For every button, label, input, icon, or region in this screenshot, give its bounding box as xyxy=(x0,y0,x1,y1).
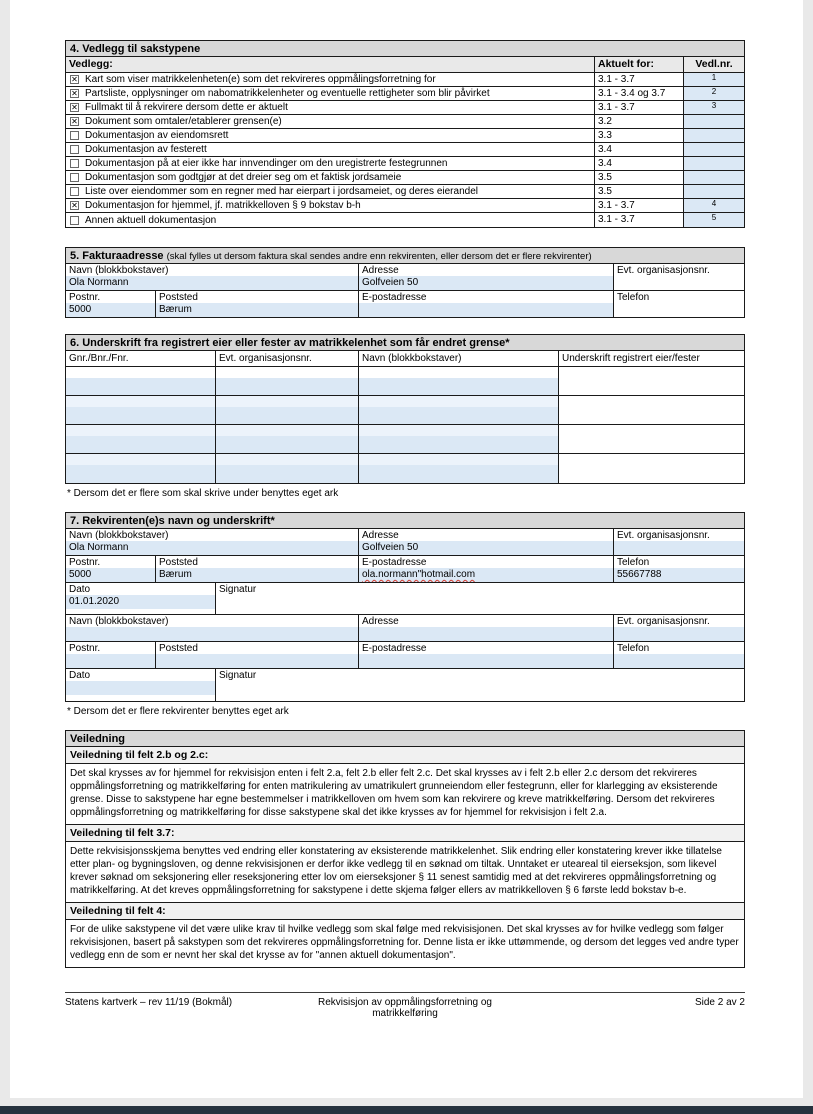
section-6-title: 6. Underskrift fra registrert eier eller fester av matrikkelenhet som får endret grense* xyxy=(66,335,744,351)
invoice-postnr-field[interactable]: 5000 xyxy=(66,303,155,317)
attachment-row xyxy=(66,87,744,101)
underskrift-area xyxy=(559,425,744,453)
underskrift-area xyxy=(559,367,744,395)
invoice-epost-label: E-postadresse xyxy=(362,292,427,303)
invoice-telefon-field[interactable] xyxy=(614,303,744,317)
attachment-vedlnr-field[interactable] xyxy=(683,185,744,198)
requester-telefon-label: Telefon xyxy=(617,643,650,654)
attachment-vedlnr-field[interactable]: 3 xyxy=(683,101,744,114)
veiledning-paragraph: Det skal krysses av for hjemmel for rekvisisjon enten i felt 2.a, felt 2.b eller felt 2.c. Det skal krysses av i felt 2.b eller 2.c dersom det rekvireres oppmålingsforretning og matrikkelføring for enten matrikulering av umatrikulert grunneiendom eller festegrunn, eller for klarlegging av eksisterende grense. Disse to sakstypene har egne bestemmelser i matrikkelloven om hvem som kan rekvirere og kreve matrikkelføring. Dersom det rekvireres oppmålingsforretning og matrikkelføring for disse sakstypene skal det ikke krysses av for hjemmel for rekvisisjon i felt 2.a. xyxy=(70,768,718,818)
attachment-vedlnr-field[interactable] xyxy=(683,171,744,184)
attachment-label: Liste over eiendommer som en regner med har eierpart i jordsameiet, og deres eierandel xyxy=(85,186,478,197)
section-rekvirent xyxy=(65,512,745,702)
attachment-label: Dokumentasjon av eiendomsrett xyxy=(85,130,229,141)
requester-orgnr-label: Evt. organisasjonsnr. xyxy=(617,616,710,627)
requester1-poststed-field[interactable]: Bærum xyxy=(156,568,358,582)
requester-adresse-label: Adresse xyxy=(362,616,399,627)
attachment-aktuelt-for: 3.4 xyxy=(594,157,683,170)
requester1-adresse-field[interactable]: Golfveien 50 xyxy=(359,541,613,555)
attachment-label: Kart som viser matrikkelenheten(e) som det rekvireres oppmålingsforretning for xyxy=(85,74,436,85)
footer-publisher: Statens kartverk – rev 11/19 (Bokmål) xyxy=(65,997,233,1008)
attachment-vedlnr-field[interactable] xyxy=(683,157,744,170)
attachment-checkbox[interactable] xyxy=(70,75,79,84)
requester-orgnr-label: Evt. organisasjonsnr. xyxy=(617,530,710,541)
requester2-postnr-field[interactable] xyxy=(66,654,155,668)
attachment-checkbox[interactable] xyxy=(70,159,79,168)
requester2-row-3 xyxy=(66,669,744,701)
invoice-navn-field[interactable]: Ola Normann xyxy=(66,276,358,290)
orgnr-field[interactable] xyxy=(216,465,358,483)
signature-table-row xyxy=(66,367,744,396)
invoice-adresse-label: Adresse xyxy=(362,265,399,276)
attachments-col-vedlnr: Vedl.nr. xyxy=(683,57,744,72)
requester2-poststed-field[interactable] xyxy=(156,654,358,668)
navn-field[interactable] xyxy=(359,436,558,453)
invoice-poststed-field[interactable]: Bærum xyxy=(156,303,358,317)
requester-dato-label: Dato xyxy=(69,584,91,595)
col-orgnr: Evt. organisasjonsnr. xyxy=(216,351,359,366)
veiledning-title: Veiledning xyxy=(66,731,744,747)
requester2-row-1 xyxy=(66,615,744,642)
invoice-adresse-field[interactable]: Golfveien 50 xyxy=(359,276,613,290)
requester-poststed-label: Poststed xyxy=(159,557,198,568)
requester-navn-label: Navn (blokkbokstaver) xyxy=(69,530,169,541)
col-gnr-bnr-fnr: Gnr./Bnr./Fnr. xyxy=(66,351,216,366)
requester-epost-label: E-postadresse xyxy=(362,643,427,654)
section-7-footnote: * Dersom det er flere rekvirenter benyttes eget ark xyxy=(67,706,289,717)
attachment-checkbox[interactable] xyxy=(70,117,79,126)
attachment-vedlnr-field[interactable]: 4 xyxy=(683,199,744,212)
form-page xyxy=(10,0,803,1098)
gnr-bnr-fnr-field[interactable] xyxy=(66,436,215,453)
requester2-dato-field[interactable] xyxy=(66,681,215,695)
requester2-epost-field[interactable] xyxy=(359,654,613,668)
attachments-col-vedlegg: Vedlegg: xyxy=(69,58,113,70)
section-5-title-note: (skal fylles ut dersom faktura skal sendes andre enn rekvirenten, eller dersom det er flere rekvirenter) xyxy=(166,251,592,262)
section-4-title: 4. Vedlegg til sakstypene xyxy=(66,41,744,57)
attachment-row xyxy=(66,199,744,213)
footer-page-number: Side 2 av 2 xyxy=(694,997,745,1008)
navn-field[interactable] xyxy=(359,378,558,395)
section-underskrift-eier xyxy=(65,334,745,484)
attachment-checkbox[interactable] xyxy=(70,201,79,210)
requester2-row-2 xyxy=(66,642,744,669)
requester-epost-label: E-postadresse xyxy=(362,557,427,568)
taskbar xyxy=(0,1106,813,1114)
requester1-row-1 xyxy=(66,529,744,556)
attachment-checkbox[interactable] xyxy=(70,131,79,140)
signature-table-row xyxy=(66,454,744,483)
signature-table-row xyxy=(66,396,744,425)
attachment-aktuelt-for: 3.4 xyxy=(594,143,683,156)
requester1-epost-field[interactable]: ola.normann"hotmail.com xyxy=(359,568,613,582)
veiledning-heading: Veiledning til felt 2.b og 2.c: xyxy=(66,747,744,764)
col-navn: Navn (blokkbokstaver) xyxy=(359,351,559,366)
attachment-row xyxy=(66,157,744,171)
attachment-label: Fullmakt til å rekvirere dersom dette er aktuelt xyxy=(85,102,288,113)
invoice-postnr-label: Postnr. xyxy=(69,292,101,303)
attachment-checkbox[interactable] xyxy=(70,145,79,154)
invoice-epost-field[interactable] xyxy=(359,303,613,317)
requester2-adresse-field[interactable] xyxy=(359,627,613,641)
underskrift-area xyxy=(559,454,744,483)
attachment-label: Dokumentasjon på at eier ikke har innvendinger om den uregistrerte festegrunnen xyxy=(85,158,448,169)
attachment-aktuelt-for: 3.1 - 3.7 xyxy=(594,213,683,227)
invoice-orgnr-field[interactable] xyxy=(614,276,744,290)
attachment-label: Dokument som omtaler/etablerer grensen(e) xyxy=(85,116,282,127)
section-6-footnote: * Dersom det er flere som skal skrive under benyttes eget ark xyxy=(67,488,339,499)
gnr-bnr-fnr-field[interactable] xyxy=(66,465,215,483)
section-7-title: 7. Rekvirenten(e)s navn og underskrift* xyxy=(66,513,744,529)
requester1-row-3 xyxy=(66,583,744,615)
page-footer xyxy=(65,992,745,1019)
requester1-dato-field[interactable]: 01.01.2020 xyxy=(66,595,215,609)
requester2-navn-field[interactable] xyxy=(66,627,358,641)
invoice-telefon-label: Telefon xyxy=(617,292,650,303)
attachment-row xyxy=(66,101,744,115)
attachment-vedlnr-field[interactable]: 5 xyxy=(683,213,744,227)
invoice-navn-label: Navn (blokkbokstaver) xyxy=(69,265,169,276)
signature-table-row xyxy=(66,425,744,454)
invoice-row-1 xyxy=(66,264,744,291)
requester-telefon-label: Telefon xyxy=(617,557,650,568)
navn-field[interactable] xyxy=(359,407,558,424)
requester1-row-2 xyxy=(66,556,744,583)
attachments-col-aktuelt: Aktuelt for: xyxy=(594,57,683,72)
requester-poststed-label: Poststed xyxy=(159,643,198,654)
attachment-label: Annen aktuell dokumentasjon xyxy=(85,214,217,226)
attachments-header-row xyxy=(66,57,744,73)
navn-field[interactable] xyxy=(359,465,558,483)
attachment-aktuelt-for: 3.1 - 3.7 xyxy=(594,199,683,212)
requester2-orgnr-field[interactable] xyxy=(614,627,744,641)
attachment-label: Dokumentasjon for hjemmel, jf. matrikkelloven § 9 bokstav b-h xyxy=(85,200,361,211)
requester-adresse-label: Adresse xyxy=(362,530,399,541)
invoice-orgnr-label: Evt. organisasjonsnr. xyxy=(617,265,710,276)
invoice-poststed-label: Poststed xyxy=(159,292,198,303)
section-fakturaadresse xyxy=(65,247,745,318)
attachment-aktuelt-for: 3.1 - 3.4 og 3.7 xyxy=(594,87,683,100)
orgnr-field[interactable] xyxy=(216,407,358,424)
veiledning-paragraph: Dette rekvisisjonsskjema benyttes ved endring eller konstatering av eksisterende matrikkelenhet. Slik endring eller konstatering krever ikke tillatelse etter plan- og bygningsloven, og denne rekvisisjonen er derfor ikke vedlegg til en søknad om tiltak. Unntaket er uteareal til eierseksjon, som likevel krever søknad om seksjonering eller reseksjonering etter lov om eierseksjoner § 11 senest samtidig med at det rekvireres oppmålingsforretning og matrikkelføring. At det kreves oppmålingsforretning for sakstypene i dette skjema følger ellers av matrikkelloven § 6 første ledd bokstav b-e. xyxy=(70,846,722,896)
requester1-telefon-field[interactable]: 55667788 xyxy=(614,568,744,582)
attachment-aktuelt-for: 3.5 xyxy=(594,171,683,184)
attachment-row xyxy=(66,171,744,185)
veiledning-heading: Veiledning til felt 4: xyxy=(66,902,744,920)
attachment-row xyxy=(66,185,744,199)
attachment-vedlnr-field[interactable]: 2 xyxy=(683,87,744,100)
attachment-checkbox[interactable] xyxy=(70,216,79,225)
requester2-telefon-field[interactable] xyxy=(614,654,744,668)
attachment-row xyxy=(66,213,744,227)
attachment-aktuelt-for: 3.3 xyxy=(594,129,683,142)
requester1-navn-field[interactable]: Ola Normann xyxy=(66,541,358,555)
attachment-aktuelt-for: 3.1 - 3.7 xyxy=(594,73,683,86)
attachment-vedlnr-field[interactable] xyxy=(683,129,744,142)
attachment-label: Dokumentasjon av festerett xyxy=(85,144,207,155)
orgnr-field[interactable] xyxy=(216,436,358,453)
attachment-vedlnr-field[interactable] xyxy=(683,143,744,156)
attachment-vedlnr-field[interactable] xyxy=(683,115,744,128)
invoice-row-2 xyxy=(66,291,744,317)
attachment-checkbox[interactable] xyxy=(70,187,79,196)
attachment-row xyxy=(66,129,744,143)
attachment-aktuelt-for: 3.5 xyxy=(594,185,683,198)
footer-form-title: Rekvisisjon av oppmålingsforretning og matrikkelføring xyxy=(318,997,492,1019)
section-vedlegg xyxy=(65,40,745,228)
underskrift-area xyxy=(559,396,744,424)
signature-table-header xyxy=(66,351,744,367)
orgnr-field[interactable] xyxy=(216,378,358,395)
requester-postnr-label: Postnr. xyxy=(69,557,101,568)
requester-signatur-label: Signatur xyxy=(219,670,257,681)
veiledning-paragraph: For de ulike sakstypene vil det være ulike krav til hvilke vedlegg som skal følge med rekvisisjonen. Det skal krysses av for hvilke vedlegg som følger rekvisisjonen, basert på sakstypen som det rekvireres oppmålingsforretning for. Denne lista er ikke uttømmende, og dersom det legges ved andre typer vedlegg enn de som er nevnt her skal det krysse av for "annen aktuell dokumentasjon". xyxy=(70,924,739,961)
gnr-bnr-fnr-field[interactable] xyxy=(66,407,215,424)
attachment-vedlnr-field[interactable]: 1 xyxy=(683,73,744,86)
attachment-aktuelt-for: 3.1 - 3.7 xyxy=(594,101,683,114)
veiledning-heading: Veiledning til felt 3.7: xyxy=(66,824,744,842)
requester-dato-label: Dato xyxy=(69,670,91,681)
section-5-title xyxy=(66,248,744,264)
section-veiledning xyxy=(65,730,745,968)
gnr-bnr-fnr-field[interactable] xyxy=(66,378,215,395)
attachment-label: Dokumentasjon som godtgjør at det dreier seg om et faktisk jordsameie xyxy=(85,172,402,183)
col-underskrift: Underskrift registrert eier/fester xyxy=(562,353,700,364)
attachment-row xyxy=(66,115,744,129)
attachment-label: Partsliste, opplysninger om nabomatrikkelenheter og eventuelle rettigheter som blir påvirket xyxy=(85,88,490,99)
attachment-checkbox[interactable] xyxy=(70,103,79,112)
attachment-checkbox[interactable] xyxy=(70,89,79,98)
requester-navn-label: Navn (blokkbokstaver) xyxy=(69,616,169,627)
requester-signatur-label: Signatur xyxy=(219,584,257,595)
attachment-row xyxy=(66,143,744,157)
requester1-orgnr-field[interactable] xyxy=(614,541,744,555)
requester-postnr-label: Postnr. xyxy=(69,643,101,654)
attachment-row xyxy=(66,73,744,87)
attachment-aktuelt-for: 3.2 xyxy=(594,115,683,128)
attachment-checkbox[interactable] xyxy=(70,173,79,182)
section-5-title-bold: 5. Fakturaadresse xyxy=(70,250,164,262)
requester1-postnr-field[interactable]: 5000 xyxy=(66,568,155,582)
